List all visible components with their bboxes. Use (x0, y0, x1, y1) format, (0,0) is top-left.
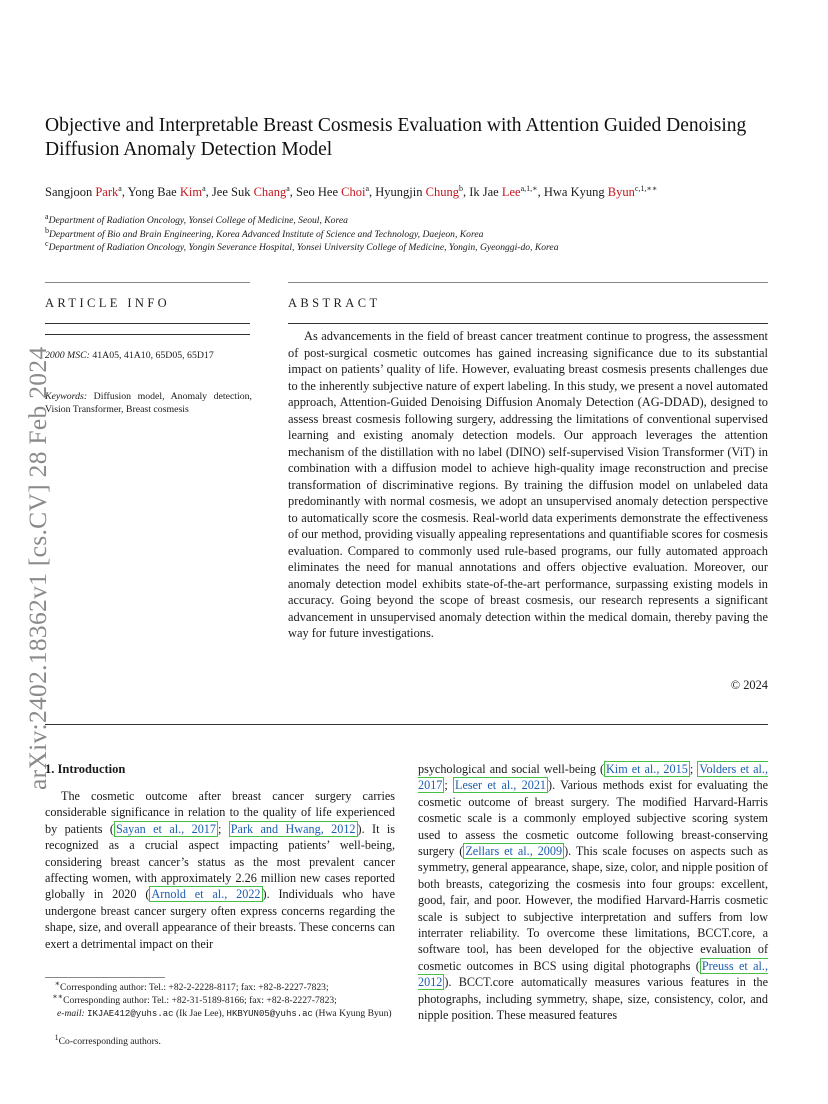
author-first: Hyungjin (375, 185, 426, 199)
author-first: Ik Jae (469, 185, 502, 199)
author-first: Sangjoon (45, 185, 96, 199)
intro-left-column (45, 788, 395, 952)
paper-title: Objective and Interpretable Breast Cosmesis Evaluation with Attention Guided Denoising Diffusion Anomaly Detection Model (45, 115, 747, 160)
affiliation-c: $^c$Department of Radiation Oncology, Yongin Severance Hospital, Yonsei University College of Medicine, Yongin, Gyeonggi-do, Korea (45, 238, 559, 253)
abstract-text: As advancements in the field of breast cancer treatment continue to progress, the assessment of post-surgical cosmetic outcomes has gained increasing significance due to its substantial impact on patients’ quality of life. However, evaluating breast cosmesis presents challenges due to the inherently subjective nature of expert labeling. In this study, we present a novel automated approach, Attention-Guided Denoising Diffusion Anomaly Detection (AG-DDAD), designed to assess breast cosmesis following surgery, addressing the limitations of conventional supervised learning and existing anomaly detection models. Our approach leverages the attention mechanism of the distillation with no label (DINO) self-supervised Vision Transformer (ViT) in combination with a diffusion model to achieve high-quality image reconstruction and precise transformation of discriminative regions. By training the diffusion model on unlabeled data predominantly with normal cosmesis, we adopt an unsupervised anomaly detection perspective to automatically score the cosmesis. Real-world data experiments demonstrate the effectiveness of our method, providing visually appealing representations and quantifiable scores for cosmesis evaluation. Compared to commonly used rule-based programs, our fully automated approach eliminates the need for manual annotations and offers objective evaluation. Moreover, our anomaly detection model exhibits state-of-the-art performance, surpassing existing models in accuracy. Going beyond the scope of breast cosmesis, our research represents a significant advancement in unsupervised anomaly detection within the medical domain, thereby paving the way for future investigations. (288, 329, 768, 640)
citation-link[interactable]: Park and Hwang, 2012 (230, 821, 356, 836)
divider (288, 323, 768, 324)
keywords: Keywords: Diffusion model, Anomaly detection, Vision Transformer, Breast cosmesis (45, 391, 252, 415)
abstract-heading: ABSTRACT (288, 296, 381, 310)
author-first: Hwa Kyung (543, 185, 608, 199)
citation-link[interactable]: Volders et al., 2017 (418, 762, 768, 793)
affiliation-a: $^a$Department of Radiation Oncology, Yonsei College of Medicine, Seoul, Korea (45, 211, 348, 226)
footnote-3: $^1$Co-corresponding authors. (54, 1032, 161, 1047)
divider (45, 334, 250, 335)
citation-link[interactable]: Leser et al., 2021 (455, 778, 547, 793)
citation-link[interactable]: Sayan et al., 2017 (115, 821, 216, 836)
paragraph: psychological and social well-being ( Kim et al., 2015 ; Volders et al., 2017 ; Leser et al., 2021 ). Various methods exist for evaluating the cosmetic outcome of breast surgery. The modified Harvard-Harris cosmetic scale is a commonly employed subjective scoring system used to assess the cosmetic outcome following breast-conserving surgery ( Zellars et al., 2009 ). This scale focuses on aspects such as symmetry, general appearance, shape, size, color, and nipple position of both breasts, categorizing the cosmesis into four groups: excellent, good, fair, and poor. However, the modified Harvard-Harris cosmetic scale is subject to subjective interpretation and suffers from low interrater reliability. To overcome these limitations, BCCT.core, a software tool, has been developed for the objective evaluation of cosmetic outcomes in BCS using digital photographs ( Preuss et al., 2012 ). BCCT.core automatically measures various features in the photographs, including symmetry, shape, size, consistency, color, and nipple position. These measured features (418, 762, 769, 1023)
arxiv-stamp: arXiv:2402.18362v1 [cs.CV] 28 Feb 2024 (23, 346, 52, 790)
citation-link[interactable]: Zellars et al., 2009 (465, 844, 563, 859)
divider (45, 724, 768, 725)
citation-link[interactable]: Preuss et al., 2012 (418, 958, 769, 990)
section-heading: 1. Introduction (45, 762, 126, 776)
author-link[interactable]: Park (95, 185, 119, 199)
paragraph: The cosmetic outcome after breast cancer surgery carries considerable significance in relation to the quality of life experienced by patients ( Sayan et al., 2017 ; Park and Hwang, 2012 ). It is recognized as a crucial aspect impacting patients’ well-being, considering breast cancer’s status as the most prevalent cancer affecting women, with approximately 2.26 million new cases reported globally in 2020 ( Arnold et al., 2022 ). Individuals who have undergone breast cancer surgery often express concerns regarding the shape, size, and overall appearance of their breasts. These concerns can exert a detrimental impact on their (45, 789, 395, 951)
msc-codes: 2000 MSC: 41A05, 41A10, 65D05, 65D17 (45, 350, 214, 361)
divider (288, 282, 768, 283)
email-link[interactable]: HKBYUN05@yuhs.ac (226, 1009, 313, 1019)
footnote-1: ∗Corresponding author: Tel.: +82-2-2228-8117; fax: +82-8-2227-7823; (54, 978, 329, 993)
article-info-heading: ARTICLE INFO (45, 296, 171, 310)
citation-link[interactable]: Kim et al., 2015 (606, 762, 688, 776)
copyright: © 2024 (730, 678, 768, 692)
author-list: Sangjoon Park$^a$, Yong Bae Kim$^a$, Jee Suk Chang$^a$, Seo Hee Choi$^a$, Hyungjin Chung$^b$, Ik Jae Lee$^{a,1,∗}$, Hwa Kyung Byun$^{c,1,∗∗}$ (45, 183, 658, 199)
affiliation-b: $^b$Department of Bio and Brain Engineering, Korea Advanced Institute of Science and Technology, Daejeon, Korea (45, 225, 484, 240)
author-link[interactable]: Lee (501, 185, 521, 199)
author-link[interactable]: Choi (341, 185, 366, 199)
divider (45, 282, 250, 283)
footnote-2: ∗∗Corresponding author: Tel.: +82-31-5189-8166; fax: +82-8-2227-7823; (52, 991, 337, 1006)
citation-link[interactable]: Arnold et al., 2022 (151, 887, 261, 902)
author-link[interactable]: Chung (425, 185, 459, 199)
intro-right-column (418, 761, 768, 1024)
footnote-email: e-mail: IKJAE412@yuhs.ac (Ik Jae Lee), HKBYUN05@yuhs.ac (Hwa Kyung Byun) (57, 1008, 392, 1019)
author-first: Jee Suk (211, 185, 254, 199)
author-first: Seo Hee (296, 185, 342, 199)
author-link[interactable]: Kim (179, 185, 203, 199)
author-link[interactable]: Chang (253, 185, 287, 199)
footnote-divider (45, 977, 165, 978)
author-first: Yong Bae (127, 185, 180, 199)
divider (45, 323, 250, 324)
author-link[interactable]: Byun (607, 185, 635, 199)
email-link[interactable]: IKJAE412@yuhs.ac (87, 1009, 174, 1019)
